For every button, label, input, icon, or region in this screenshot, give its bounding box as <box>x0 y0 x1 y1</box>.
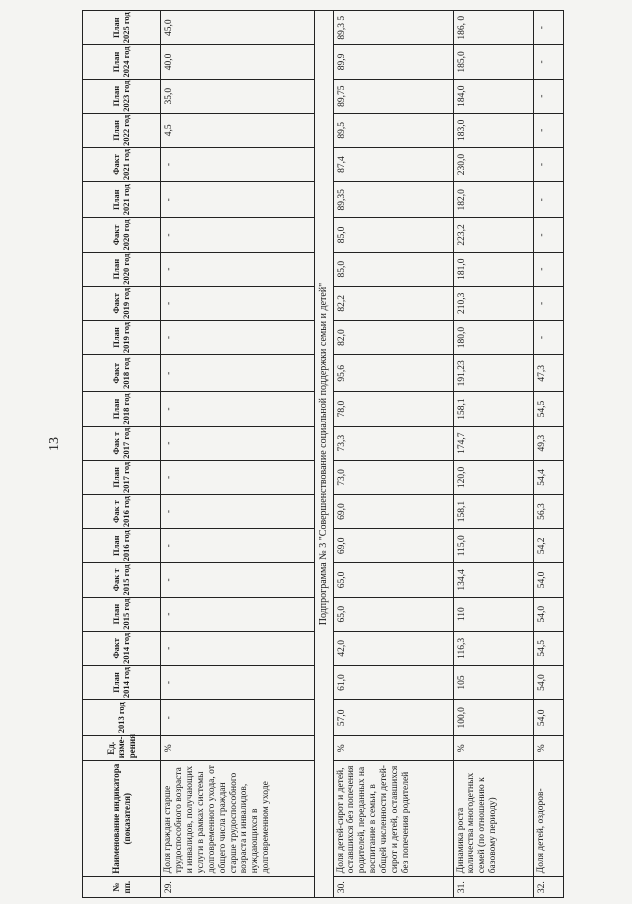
value-cell: - <box>161 597 315 631</box>
value-cell: 116,3 <box>453 631 533 665</box>
value-cell: 182,0 <box>453 182 533 218</box>
value-cell: - <box>533 45 563 79</box>
header-year: План 2024 год <box>83 45 161 79</box>
header-year: Факт 2019 год <box>83 286 161 320</box>
value-cell: 95,6 <box>333 355 453 392</box>
value-cell: 65,0 <box>333 563 453 597</box>
value-cell: 120,0 <box>453 460 533 494</box>
value-cell: - <box>161 494 315 528</box>
header-year: Факт 2020 год <box>83 218 161 252</box>
value-cell: 47,3 <box>533 355 563 392</box>
value-cell: - <box>161 700 315 736</box>
row-index: 30. <box>333 877 453 898</box>
value-cell: 73,0 <box>333 460 453 494</box>
value-cell: - <box>533 252 563 286</box>
value-cell: - <box>161 392 315 426</box>
value-cell: 35,0 <box>161 79 315 113</box>
value-cell: 69,0 <box>333 494 453 528</box>
indicator-name: Динамика роста количества многодетных семей (по отношению к базовому периоду) <box>453 761 533 877</box>
value-cell: 54,0 <box>533 665 563 699</box>
value-cell: 110 <box>453 597 533 631</box>
table-header-row <box>83 11 161 898</box>
value-cell: 54,0 <box>533 563 563 597</box>
indicator-unit: % <box>533 736 563 761</box>
header-year: План 2023 год <box>83 79 161 113</box>
value-cell: 4,5 <box>161 113 315 147</box>
value-cell: 40,0 <box>161 45 315 79</box>
header-year: План 2015 год <box>83 597 161 631</box>
value-cell: - <box>533 113 563 147</box>
header-num: № пп. <box>83 877 161 898</box>
value-cell: 69,0 <box>333 529 453 563</box>
row-index: 32. <box>533 877 563 898</box>
value-cell: - <box>533 320 563 354</box>
header-year: 2013 год <box>83 700 161 736</box>
value-cell: 115,0 <box>453 529 533 563</box>
header-year: План 2017 год <box>83 460 161 494</box>
value-cell: 54,2 <box>533 529 563 563</box>
header-year: Факт 2014 год <box>83 631 161 665</box>
indicator-name: Доля детей, оздоров- <box>533 761 563 877</box>
header-year: Фак т 2017 год <box>83 426 161 460</box>
table-row <box>453 11 533 898</box>
value-cell: 210,3 <box>453 286 533 320</box>
value-cell: - <box>161 355 315 392</box>
value-cell: - <box>161 147 315 181</box>
header-year: План 2018 год <box>83 392 161 426</box>
value-cell: 85,0 <box>333 218 453 252</box>
header-year: Фак т 2015 год <box>83 563 161 597</box>
value-cell: 89,3 5 <box>333 11 453 45</box>
value-cell: 100,0 <box>453 700 533 736</box>
header-unit: Ед. изме- рения <box>83 736 161 761</box>
header-year: План 2021 год <box>83 182 161 218</box>
value-cell: 45,0 <box>161 11 315 45</box>
value-cell: - <box>161 529 315 563</box>
value-cell: 185,0 <box>453 45 533 79</box>
value-cell: 78,0 <box>333 392 453 426</box>
value-cell: 54,5 <box>533 392 563 426</box>
indicator-table <box>82 10 564 898</box>
value-cell: - <box>161 460 315 494</box>
header-name: Наименование индикатора (показателя) <box>83 761 161 877</box>
value-cell: 57,0 <box>333 700 453 736</box>
row-index: 29. <box>161 877 315 898</box>
value-cell: 82,0 <box>333 320 453 354</box>
value-cell: - <box>161 218 315 252</box>
indicator-unit: % <box>453 736 533 761</box>
indicator-table-sheet <box>82 10 620 898</box>
header-year: Факт 2021 год <box>83 147 161 181</box>
value-cell: 65,0 <box>333 597 453 631</box>
value-cell: - <box>161 631 315 665</box>
value-cell: - <box>533 79 563 113</box>
value-cell: 61,0 <box>333 665 453 699</box>
value-cell: 87,4 <box>333 147 453 181</box>
value-cell: - <box>533 147 563 181</box>
value-cell: - <box>161 286 315 320</box>
table-row <box>333 11 453 898</box>
value-cell: 54,0 <box>533 700 563 736</box>
value-cell: 54,5 <box>533 631 563 665</box>
header-year: План 2014 год <box>83 665 161 699</box>
value-cell: 186, 0 <box>453 11 533 45</box>
value-cell: 89,5 <box>333 113 453 147</box>
subprogram-row <box>315 11 334 898</box>
value-cell: 183,0 <box>453 113 533 147</box>
value-cell: 73,3 <box>333 426 453 460</box>
header-year: План 2016 год <box>83 529 161 563</box>
header-year: План 2022 год <box>83 113 161 147</box>
indicator-unit: % <box>333 736 453 761</box>
table-row <box>533 11 563 898</box>
value-cell: 180,0 <box>453 320 533 354</box>
value-cell: - <box>533 182 563 218</box>
page-number: 13 <box>47 437 62 451</box>
indicator-name: Доля детей-сирот и детей, оставшихся без попечения родителей, переданных на воспитание в семьи, в общей численности детей-сирот и детей, оставшихся без попечения родителей <box>333 761 453 877</box>
header-year: План 2020 год <box>83 252 161 286</box>
header-year: Фак т 2016 год <box>83 494 161 528</box>
value-cell: 54,4 <box>533 460 563 494</box>
rotated-page <box>82 10 620 898</box>
value-cell: 181,0 <box>453 252 533 286</box>
value-cell: - <box>161 426 315 460</box>
value-cell: - <box>161 182 315 218</box>
header-year: План 2025 год <box>83 11 161 45</box>
value-cell: - <box>161 563 315 597</box>
subprogram-title: Подпрограмма № 3 "Совершенствование социальной поддержки семьи и детей" <box>315 11 334 898</box>
value-cell: - <box>161 252 315 286</box>
table-row <box>161 11 315 898</box>
value-cell: 158,1 <box>453 494 533 528</box>
value-cell: 191,23 <box>453 355 533 392</box>
value-cell: - <box>533 286 563 320</box>
value-cell: 49,3 <box>533 426 563 460</box>
value-cell: - <box>161 665 315 699</box>
value-cell: 42,0 <box>333 631 453 665</box>
value-cell: - <box>533 218 563 252</box>
value-cell: 89,75 <box>333 79 453 113</box>
value-cell: 56,3 <box>533 494 563 528</box>
indicator-unit: % <box>161 736 315 761</box>
row-index: 31. <box>453 877 533 898</box>
value-cell: 223,2 <box>453 218 533 252</box>
value-cell: 230,0 <box>453 147 533 181</box>
value-cell: - <box>161 320 315 354</box>
value-cell: 82,2 <box>333 286 453 320</box>
value-cell: 174,7 <box>453 426 533 460</box>
value-cell: 89,35 <box>333 182 453 218</box>
value-cell: 89,9 <box>333 45 453 79</box>
indicator-name: Доля граждан старше трудоспособного возраста и инвалидов, получающих услуги в рамках системы долговременного ухода, от общего числа граждан старше трудоспособного возраста и инвалидов, нуждающихся в долговременном уходе <box>161 761 315 877</box>
value-cell: - <box>533 11 563 45</box>
header-year: План 2019 год <box>83 320 161 354</box>
value-cell: 54,0 <box>533 597 563 631</box>
value-cell: 134,4 <box>453 563 533 597</box>
value-cell: 85,0 <box>333 252 453 286</box>
header-year: Факт 2018 год <box>83 355 161 392</box>
value-cell: 158,1 <box>453 392 533 426</box>
value-cell: 105 <box>453 665 533 699</box>
value-cell: 184,0 <box>453 79 533 113</box>
